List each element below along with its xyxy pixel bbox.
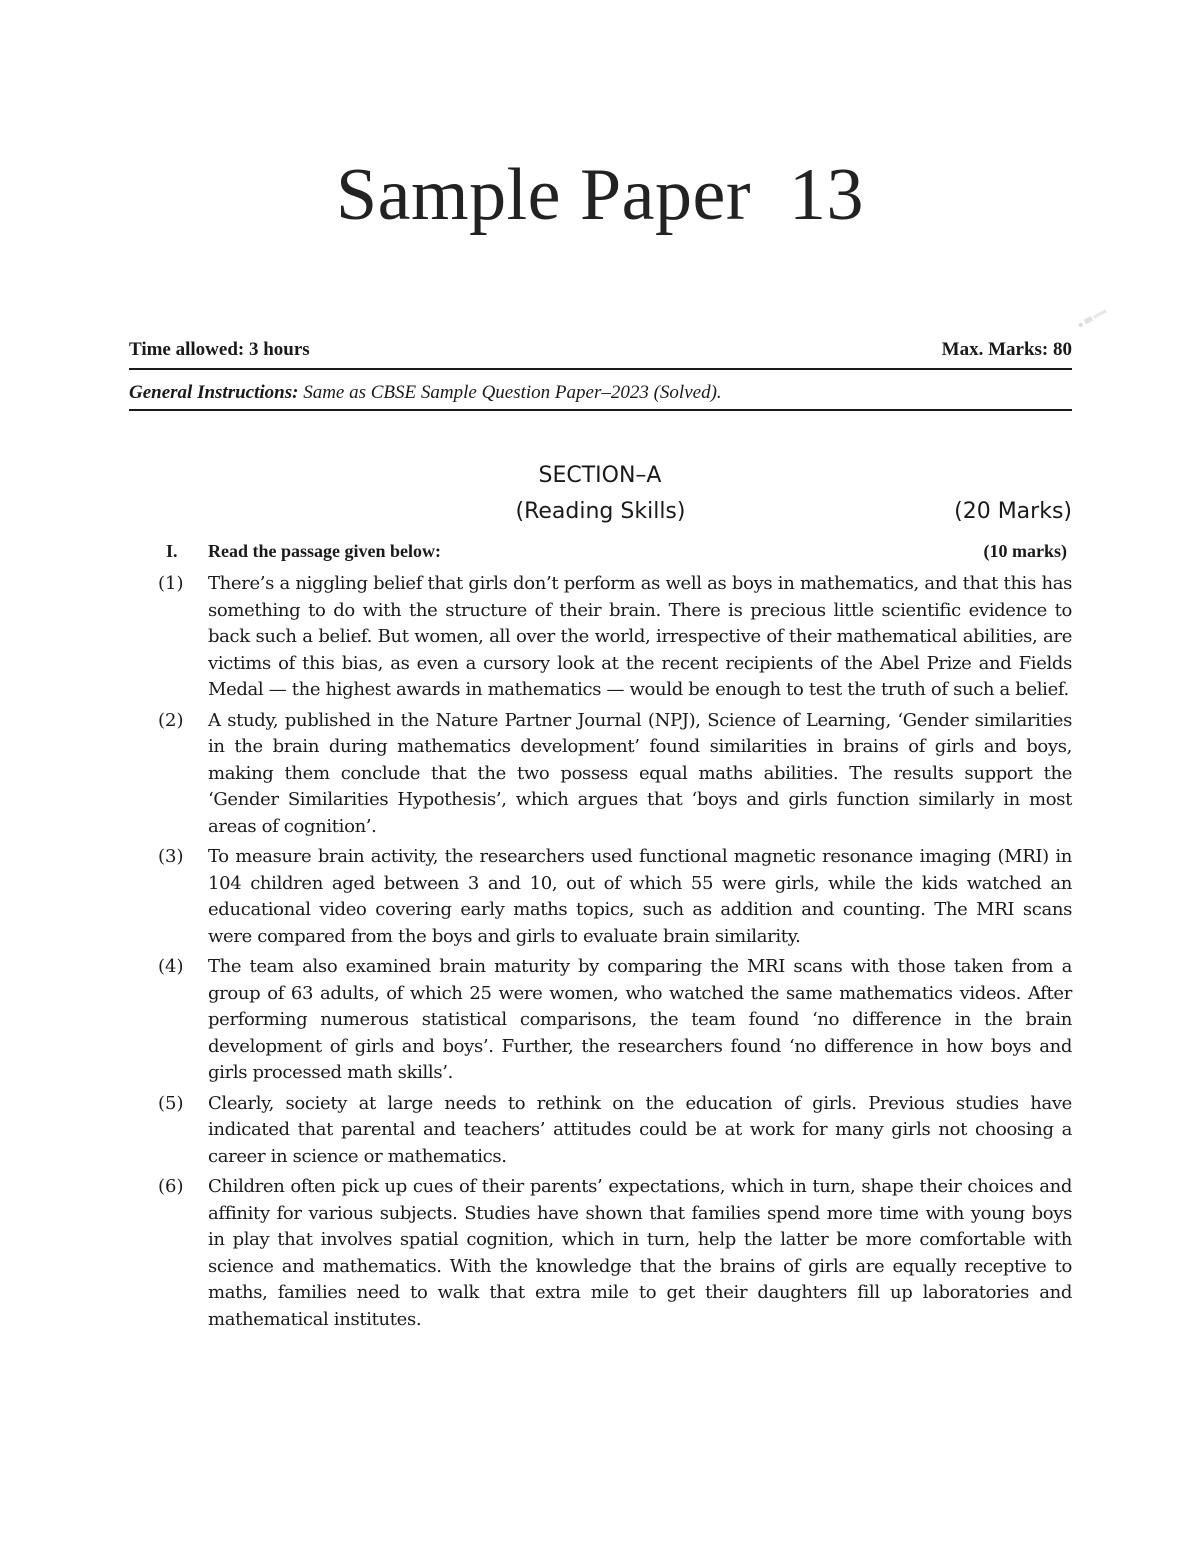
- section-marks: (20 Marks): [954, 499, 1072, 524]
- max-marks: Max. Marks: 80: [941, 339, 1072, 360]
- paragraph-number: (3): [158, 846, 184, 867]
- passage-paragraph: [129, 1174, 1072, 1333]
- paragraph-number: (5): [158, 1092, 184, 1114]
- passage: [129, 571, 1072, 1337]
- passage-paragraph: [129, 954, 1072, 1087]
- paragraph-text: The team also examined brain maturity by comparing the MRI scans with those taken from a group of 63 adults, of which 25 were women, who watched the same mathematics videos. After performing numerous statistical comparisons, the team found ‘no difference in the brain development of girls and boys’. Further, the researchers found ‘no difference in how boys and girls processed math skills’.: [208, 956, 1072, 1083]
- general-instructions: [129, 381, 1072, 405]
- paragraph-number: (4): [158, 956, 184, 977]
- question-marks: (10 marks): [983, 541, 1067, 561]
- question-text: Read the passage given below:: [208, 541, 441, 561]
- paragraph-number: (6): [158, 1176, 184, 1197]
- watermark-mark: [1070, 297, 1116, 334]
- exam-meta-row: [129, 338, 1072, 362]
- section-subheading: (Reading Skills): [515, 499, 686, 524]
- time-allowed: Time allowed: 3 hours: [129, 339, 310, 360]
- paragraph-text: Children often pick up cues of their parents’ expectations, which in turn, shape their choices and affinity for various subjects. Studies have shown that families spend more time with young boys in play that involves spatial cognition, which in turn, help the latter be more comfortable with science and mathematics. With the knowledge that the brains of girls are equally receptive to maths, families need to walk that extra mile to get their daughters fill up laboratories and mathematical institutes.: [208, 1176, 1072, 1330]
- section-heading: SECTION–A: [538, 463, 662, 488]
- passage-paragraph: [129, 708, 1072, 841]
- instructions-label: General Instructions: [129, 382, 293, 403]
- passage-paragraph: [129, 1091, 1072, 1171]
- paragraph-text: There’s a niggling belief that girls don’t perform as well as boys in mathematics, and that this has something to do with the structure of their brain. There is precious little scientific evidence to back such a belief. But women, all over the world, irrespective of their mathematical abilities, are victims of this bias, as even a cursory look at the recent recipients of the Abel Prize and Fields Medal — the highest awards in mathematics — would be enough to test the truth of such a belief.: [208, 573, 1072, 700]
- paragraph-number: (1): [158, 573, 184, 594]
- passage-paragraph: [129, 844, 1072, 950]
- paragraph-number: (2): [158, 709, 184, 731]
- passage-paragraph: [129, 571, 1072, 704]
- page-title: Sample Paper 13: [336, 154, 864, 236]
- question-number: I.: [166, 541, 178, 561]
- divider-bottom: [129, 409, 1072, 411]
- divider-top: [129, 368, 1072, 370]
- paragraph-text: A study, published in the Nature Partner Journal (NPJ), Science of Learning, ‘Gender similarities in the brain during mathematics development’ found similarities in brains of girls and boys, making them conclude that the two possess equal maths abilities. The results support the ‘Gender Similarities Hypothesis’, which argues that ‘boys and girls function similarly in most areas of cognition’.: [208, 709, 1072, 837]
- paragraph-text: To measure brain activity, the researchers used functional magnetic resonance imaging (MRI) in 104 children aged between 3 and 10, out of which 55 were girls, while the kids watched an educational video covering early maths topics, such as addition and counting. The MRI scans were compared from the boys and girls to evaluate brain similarity.: [208, 846, 1072, 947]
- instructions-colon: :: [292, 382, 304, 403]
- instructions-text: Same as CBSE Sample Question Paper–2023 (Solved).: [303, 382, 722, 403]
- paragraph-text: Clearly, society at large needs to rethink on the education of girls. Previous studies have indicated that parental and teachers’ attitudes could be at work for many girls not choosing a career in science or mathematics.: [208, 1092, 1072, 1167]
